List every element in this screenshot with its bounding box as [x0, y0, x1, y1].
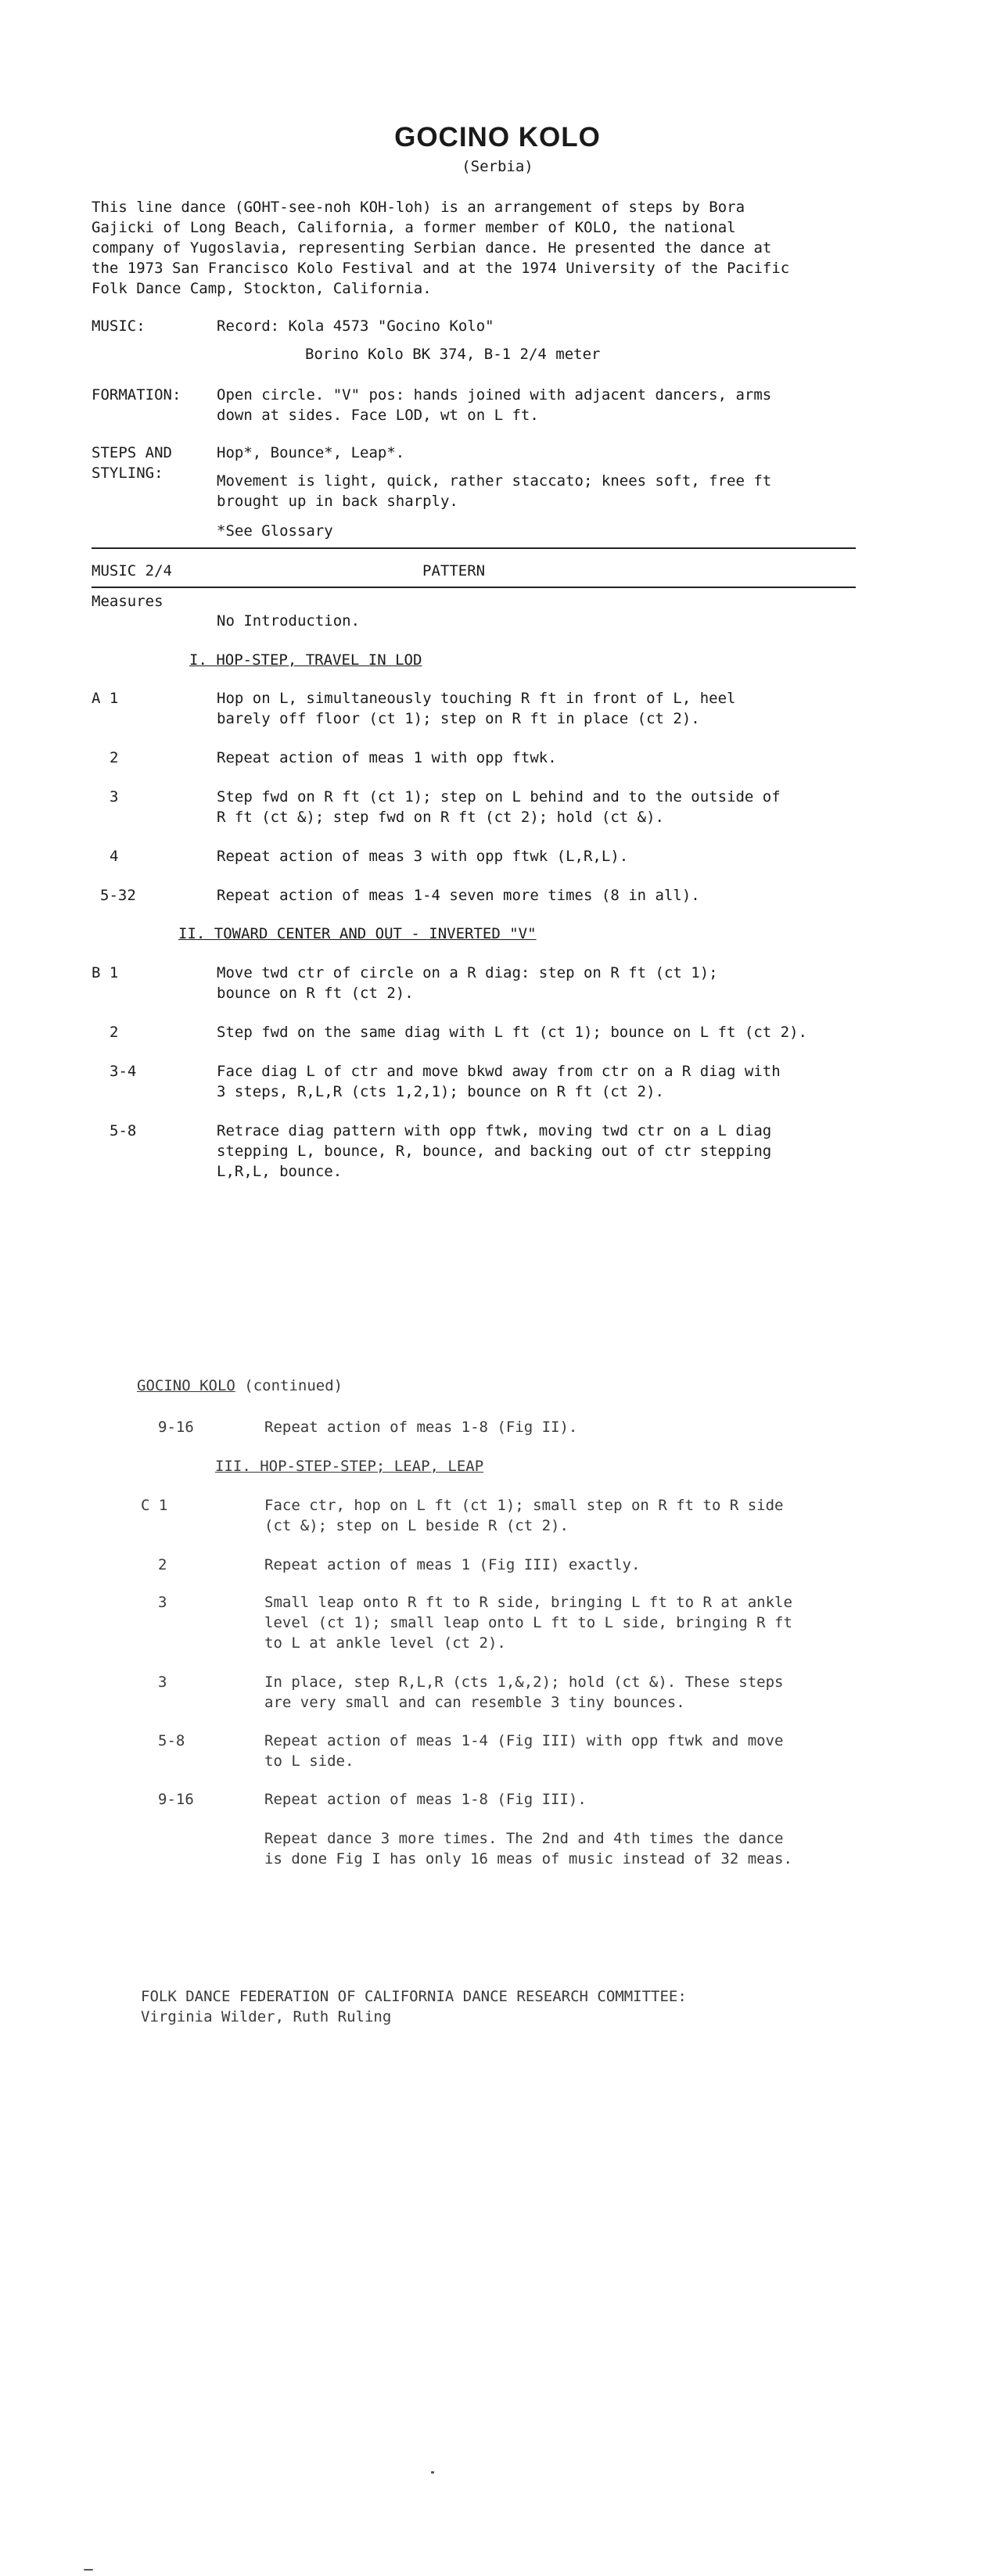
fig3-measure: 2 [158, 1556, 167, 1573]
fig1-measure: 5-32 [100, 887, 136, 904]
header-rule-top [92, 547, 856, 549]
final-note: Repeat dance 3 more times. The 2nd and 4th times the dance is done Fig I has only 16 meas of music instead of 32 meas. [264, 1830, 792, 1867]
figure-1-title [189, 650, 422, 670]
music-meter-header: MUSIC 2/4 [92, 562, 172, 579]
fig1-step: Repeat action of meas 3 with opp ftwk (L,R,L). [217, 848, 629, 865]
continued-heading-suffix: (continued) [235, 1377, 343, 1394]
fig2-measure: 3-4 [110, 1063, 137, 1080]
fig3-measure: 3 [158, 1674, 167, 1691]
pattern-header: PATTERN [422, 562, 486, 579]
fig3-step: Repeat action of meas 1 (Fig III) exactly. [264, 1556, 641, 1573]
figure-1-title-text: I. HOP-STEP, TRAVEL IN LOD [189, 651, 422, 669]
music-record-line: Record: Kola 4573 "Gocino Kolo" [217, 318, 494, 335]
fig1-measure: 2 [110, 749, 119, 766]
fig3-measure: 3 [158, 1594, 167, 1611]
styling-text: Movement is light, quick, rather staccato; knees soft, free ft brought up in back sharply. [217, 472, 772, 510]
fig2-measure: 5-8 [110, 1122, 137, 1139]
header-rule-bottom [92, 587, 856, 588]
fig1-step: Step fwd on R ft (ct 1); step on L behind and to the outside of R ft (ct &); step fwd on R ft (ct 2); hold (ct &). [217, 788, 781, 826]
figure-3-title-text: III. HOP-STEP-STEP; LEAP, LEAP [215, 1458, 484, 1475]
fig1-step: Repeat action of meas 1 with opp ftwk. [217, 749, 557, 766]
fig3-measure: 5-8 [158, 1732, 185, 1749]
figure-3-title [215, 1456, 483, 1476]
fig3-measure: C 1 [141, 1497, 168, 1514]
fig1-measure: 4 [110, 848, 119, 865]
fig2-step: Face diag L of ctr and move bkwd away from ctr on a R diag with 3 steps, R,L,R (cts 1,2,1); bounce on R ft (ct 2). [217, 1063, 781, 1100]
footer-committee: FOLK DANCE FEDERATION OF CALIFORNIA DANCE RESEARCH COMMITTEE: [141, 1988, 687, 2005]
fig2-measure: B 1 [92, 964, 119, 981]
glossary-note: *See Glossary [217, 522, 333, 540]
fig3-step: Repeat action of meas 1-8 (Fig III). [264, 1791, 587, 1808]
fig2-step: Step fwd on the same diag with L ft (ct 1); bounce on L ft (ct 2). [217, 1024, 807, 1041]
fig2-cont-measure: 9-16 [158, 1419, 194, 1436]
fig2-cont-step: Repeat action of meas 1-8 (Fig II). [264, 1419, 578, 1436]
steps-list: Hop*, Bounce*, Leap*. [217, 444, 405, 461]
intro-paragraph: This line dance (GOHT-see-noh KOH-loh) is an arrangement of steps by Bora Gajicki of Long Beach, California, a former member of KOLO, the national company of Yugoslavia, representing Serbian dance. He presented the dance at the 1973 San Francisco Kolo Festival and at the 1974 University of the Pacific Folk Dance Camp, Stockton, California. [92, 199, 790, 297]
steps-label-2: STYLING: [92, 465, 163, 482]
music-record-line-2: Borino Kolo BK 374, B-1 2/4 meter [305, 346, 601, 363]
fig3-measure: 9-16 [158, 1791, 194, 1808]
page-title: GOCINO KOLO [394, 122, 601, 152]
scan-speck [84, 2569, 93, 2571]
continued-heading [137, 1376, 343, 1396]
figure-2-title-text: II. TOWARD CENTER AND OUT - INVERTED "V" [178, 925, 537, 942]
fig1-step: Hop on L, simultaneously touching R ft in front of L, heel barely off floor (ct 1); step on R ft in place (ct 2). [217, 690, 736, 727]
fig2-step: Move twd ctr of circle on a R diag: step on R ft (ct 1); bounce on R ft (ct 2). [217, 964, 718, 1002]
fig3-step: In place, step R,L,R (cts 1,&,2); hold (ct &). These steps are very small and can resemble 3 tiny bounces. [264, 1674, 784, 1711]
fig1-measure: 3 [110, 788, 119, 805]
measures-header: Measures [92, 593, 163, 610]
footer-names: Virginia Wilder, Ruth Ruling [141, 2008, 392, 2025]
scan-speck [431, 2471, 434, 2474]
fig1-step: Repeat action of meas 1-4 seven more times (8 in all). [217, 887, 700, 904]
fig1-measure: A 1 [92, 690, 119, 707]
fig3-step: Small leap onto R ft to R side, bringing L ft to R at ankle level (ct 1); small leap onto L ft to L side, bringing R ft to L at ankle level (ct 2). [264, 1594, 792, 1652]
steps-label-1: STEPS AND [92, 444, 172, 461]
fig3-step: Repeat action of meas 1-4 (Fig III) with opp ftwk and move to L side. [264, 1732, 784, 1770]
formation-text: Open circle. "V" pos: hands joined with adjacent dancers, arms down at sides. Face LOD, wt on L ft. [217, 386, 772, 424]
continued-heading-name: GOCINO KOLO [137, 1377, 235, 1394]
no-introduction: No Introduction. [217, 612, 361, 630]
fig2-step: Retrace diag pattern with opp ftwk, moving twd ctr on a L diag stepping L, bounce, R, bounce, and backing out of ctr stepping L,R,L, bounce. [217, 1122, 772, 1180]
formation-label: FORMATION: [92, 386, 181, 404]
fig3-step: Face ctr, hop on L ft (ct 1); small step on R ft to R side (ct &); step on L beside R (ct 2). [264, 1497, 784, 1534]
page-subtitle: (Serbia) [462, 158, 533, 175]
fig2-measure: 2 [110, 1024, 119, 1041]
music-label: MUSIC: [92, 318, 145, 335]
figure-2-title [178, 924, 537, 944]
